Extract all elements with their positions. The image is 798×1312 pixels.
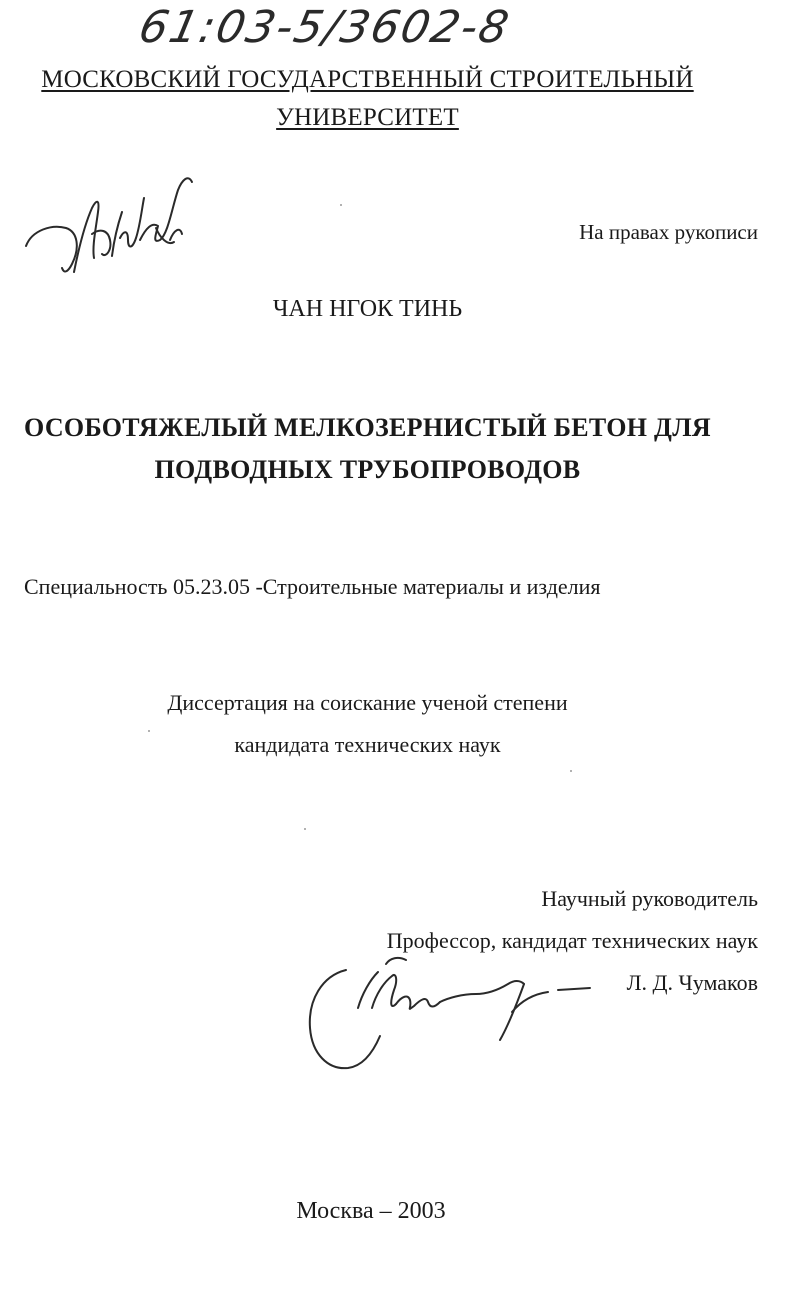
- degree-statement-line-1: Диссертация на соискание ученой степени: [167, 690, 568, 715]
- dissertation-title-line-1: ОСОБОТЯЖЕЛЫЙ МЕЛКОЗЕРНИСТЫЙ БЕТОН ДЛЯ: [24, 413, 711, 442]
- manuscript-rights-note: На правах рукописи: [579, 220, 758, 244]
- supervisor-name: Л. Д. Чумаков: [626, 970, 758, 995]
- scan-speck: [304, 828, 306, 830]
- university-name-line-1: МОСКОВСКИЙ ГОСУДАРСТВЕННЫЙ СТРОИТЕЛЬНЫЙ: [41, 66, 694, 93]
- university-name-line-2: УНИВЕРСИТЕТ: [276, 104, 459, 131]
- degree-statement-line-2: кандидата технических наук: [234, 732, 501, 757]
- author-name: ЧАН НГОК ТИНЬ: [272, 296, 463, 322]
- city-and-year: Москва – 2003: [296, 1198, 446, 1224]
- scan-speck: [570, 770, 572, 772]
- supervisor-title: Профессор, кандидат технических наук: [386, 928, 758, 953]
- supervisor-signature: [302, 950, 602, 1074]
- specialty-line: Специальность 05.23.05 -Строительные материалы и изделия: [24, 574, 601, 599]
- supervisor-role: Научный руководитель: [541, 886, 758, 911]
- author-signature: [22, 168, 212, 280]
- dissertation-title-line-2: ПОДВОДНЫХ ТРУБОПРОВОДОВ: [154, 455, 581, 484]
- scan-speck: [148, 730, 150, 732]
- archive-number-handwritten: 61:03-5/3602-8: [134, 2, 515, 53]
- scan-speck: [340, 204, 342, 206]
